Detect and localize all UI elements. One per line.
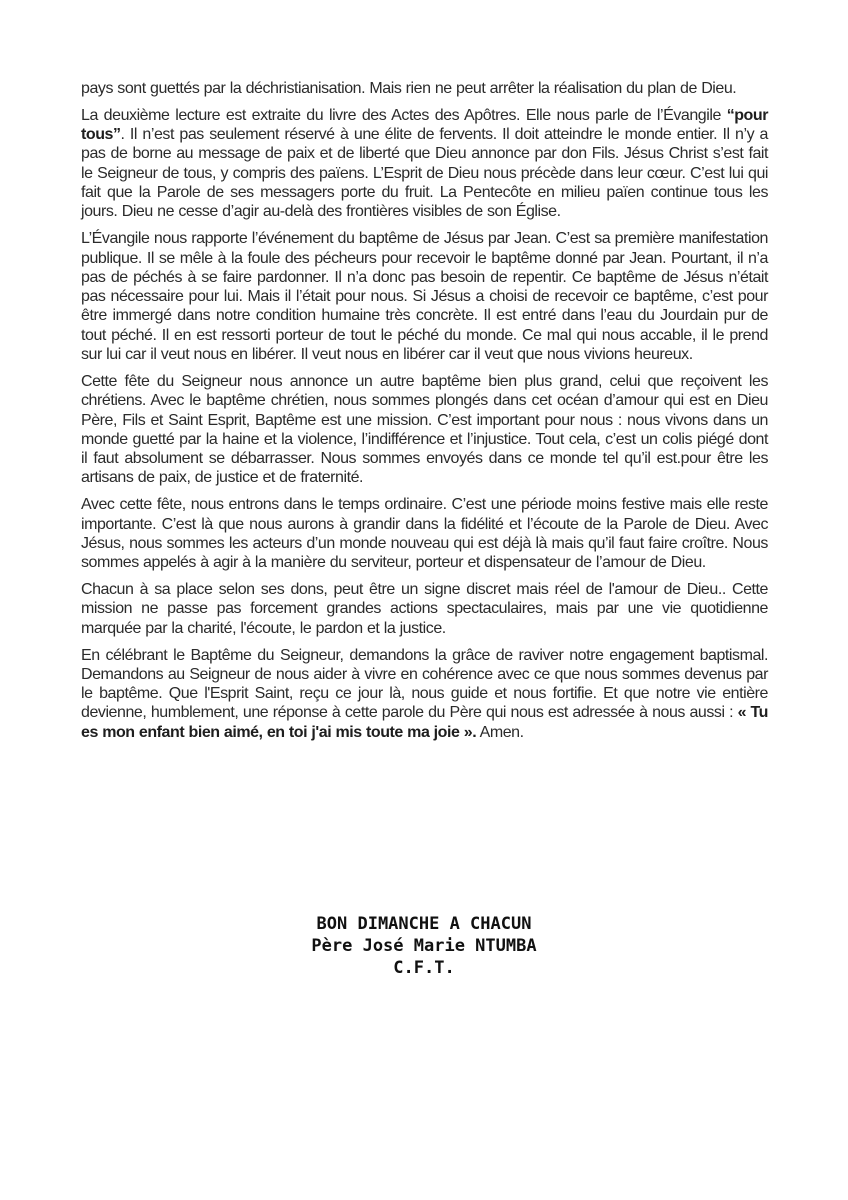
signature-greeting: BON DIMANCHE A CHACUN <box>316 914 532 934</box>
paragraph-feast <box>81 372 768 488</box>
signature-block <box>0 913 848 979</box>
signature-affiliation: C.F.T. <box>393 958 455 978</box>
paragraph-gospel <box>81 229 768 364</box>
paragraph-text: . Il n’est pas seulement réservé à une élite de fervents. Il doit atteindre le monde entier. Il n’y a pas de borne au message de paix et de liberté que Dieu annonce par don Fils. Jésus Christ s’est fait le Seigneur de tous, y compris des païens. L’Esprit de Dieu nous précède dans leur cœur. C’est lui qui fait que la Parole de ses messagers porte du fruit. La Pentecôte en milieu païen continue tous les jours. Dieu ne cesse d’agir au-delà des frontières visibles de son Église. <box>81 126 768 221</box>
paragraph-text: L’Évangile nous rapporte l’événement du baptême de Jésus par Jean. C’est sa première manifestation publique. Il se mêle à la foule des pécheurs pour recevoir le baptême donné par Jean. Pourtant, il n’a pas de péchés à se faire pardonner. Il n’a donc pas besoin de repentir. Ce baptême de Jésus n’était pas nécessaire pour lui. Mais il l’était pour nous. Si Jésus a choisi de recevoir ce baptême, c’est pour être immergé dans notre condition humaine très concrète. Il est entré dans l’eau du Jourdain pur de tout péché. Il en est ressorti porteur de tout le péché du monde. Ce mal qui nous accable, il le prend sur lui car il veut nous en libérer. Il veut nous en libérer car il veut que nous vivions heureux. <box>81 230 768 364</box>
paragraph-text: pays sont guettés par la déchristianisation. Mais rien ne peut arrêter la réalisation du plan de Dieu. <box>81 80 737 97</box>
paragraph-text: En célébrant le Baptême du Seigneur, demandons la grâce de raviver notre engagement baptismal. Demandons au Seigneur de nous aider à vivre en cohérence avec ce que nous sommes devenus par le baptême. Que l'Esprit Saint, reçu ce jour là, nous guide et nous fortifie. Et que notre vie entière devienne, humblement, une réponse à cette parole du Père qui nous est adressée à nous aussi : <box>81 646 768 722</box>
document-body <box>81 79 768 750</box>
paragraph-conclusion <box>81 646 768 742</box>
paragraph-intro-end <box>81 79 768 98</box>
paragraph-text: Amen. <box>476 723 524 741</box>
emphasis-quote: « Tu es mon enfant bien aimé, en toi j'ai mis toute ma joie ». <box>81 704 769 741</box>
paragraph-mission <box>81 580 768 638</box>
paragraph-text: Chacun à sa place selon ses dons, peut être un signe discret mais réel de l'amour de Dieu.. Cette mission ne passe pas forcement grandes actions spectaculaires, mais par une vie quotidienne marquée par la charité, l'écoute, le pardon et la justice. <box>81 581 768 637</box>
paragraph-text: Cette fête du Seigneur nous annonce un autre baptême bien plus grand, celui que reçoivent les chrétiens. Avec le baptême chrétien, nous sommes plongés dans cet océan d’amour qui est en Dieu Père, Fils et Saint Esprit, Baptême est une mission. C’est important pour nous : nous vivons dans un monde guetté par la haine et la violence, l’indifférence et l’injustice. Tout cela, c’est un colis piégé dont il faut absolument se débarrasser. Nous sommes envoyés dans ce monde tel qu’il est.pour être les artisans de paix, de justice et de fraternité. <box>81 372 768 487</box>
signature-author: Père José Marie NTUMBA <box>311 936 537 956</box>
paragraph-ordinary-time <box>81 495 768 572</box>
paragraph-second-reading <box>81 106 768 222</box>
paragraph-text: La deuxième lecture est extraite du livre des Actes des Apôtres. Elle nous parle de l’Évangile <box>81 106 727 124</box>
paragraph-text: Avec cette fête, nous entrons dans le temps ordinaire. C’est une période moins festive mais elle reste importante. C’est là que nous aurons à grandir dans la fidélité et l’écoute de la Parole de Dieu. Avec Jésus, nous sommes les acteurs d’un monde nouveau qui est déjà là mais qu’il faut faire croître. Nous sommes appelés à agir à la manière du serviteur, porteur et dispensateur de l’amour de Dieu. <box>81 496 768 572</box>
emphasis-pour-tous: “pour tous” <box>81 106 768 144</box>
